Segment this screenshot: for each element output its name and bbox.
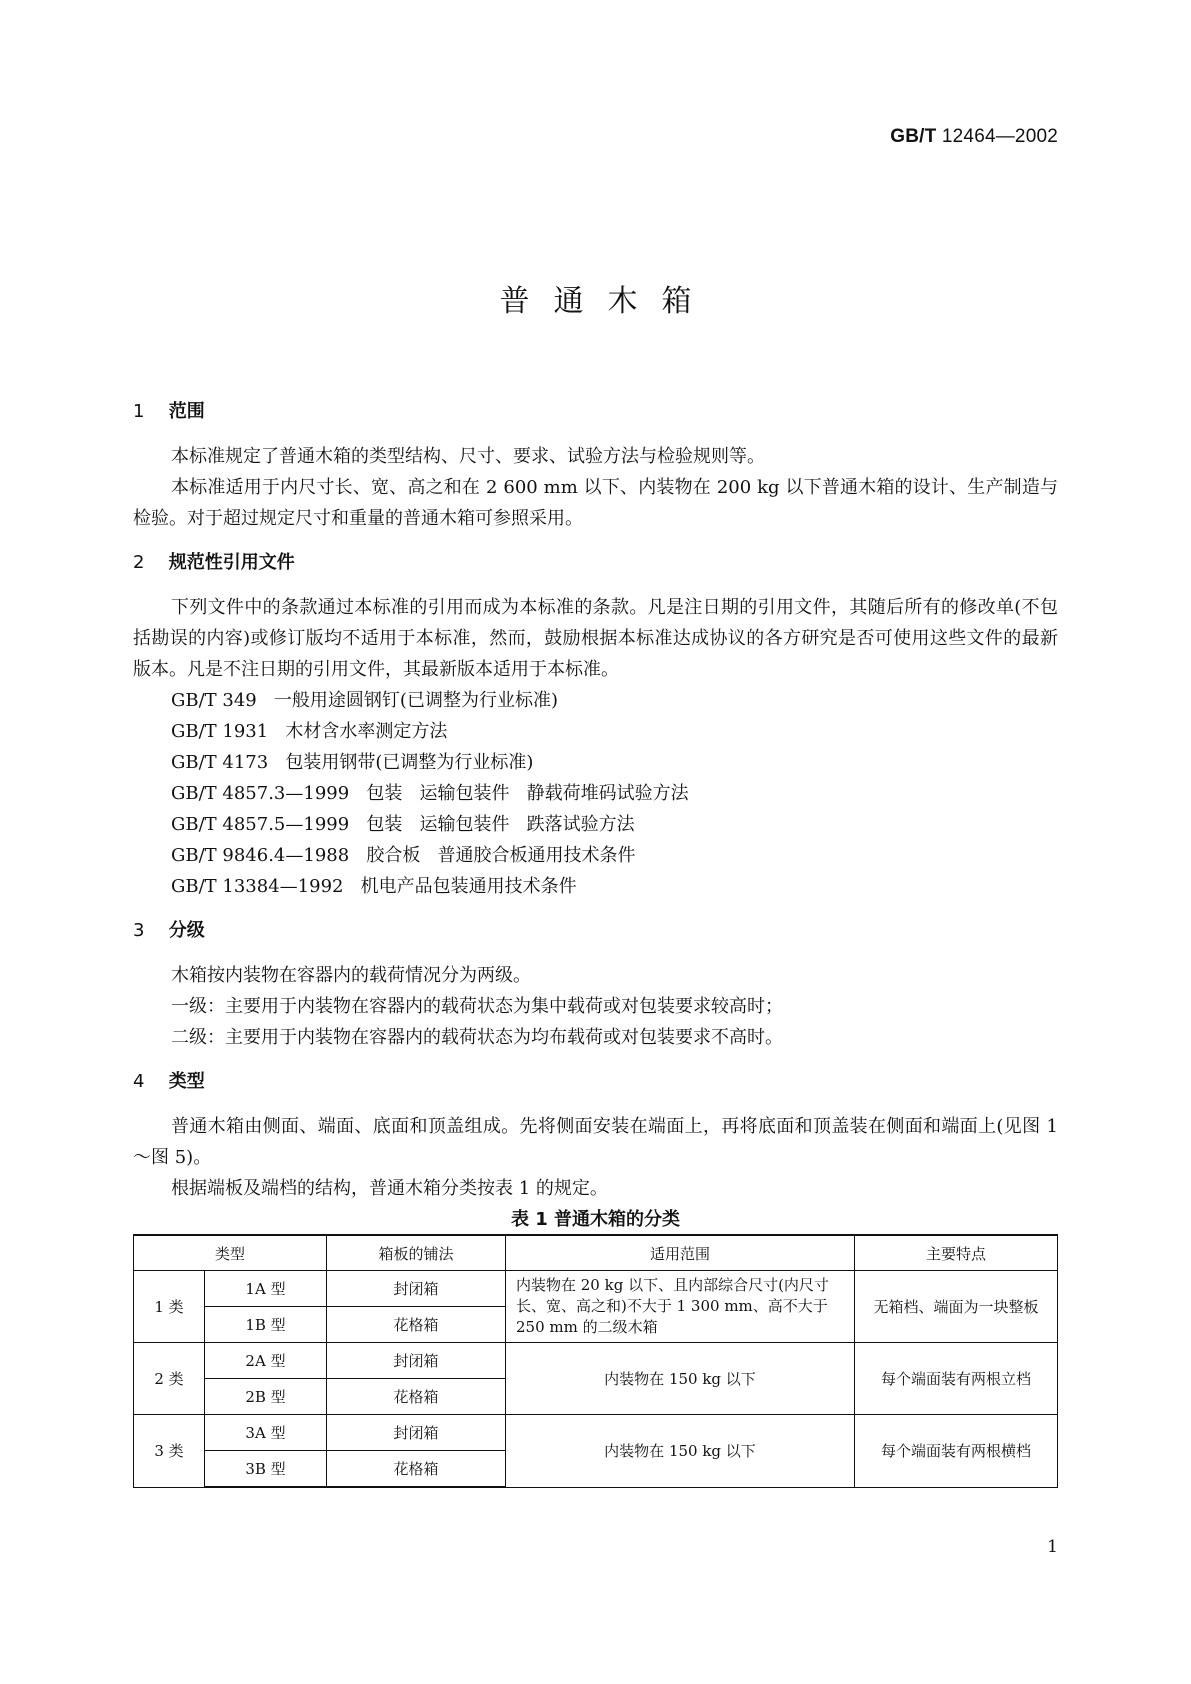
table-row [134, 1271, 1058, 1307]
table-row [134, 1415, 1058, 1451]
classification-table [133, 1234, 1058, 1488]
board-cell: 花格箱 [327, 1307, 506, 1343]
section-heading-normative-references [133, 544, 1058, 582]
section-heading-scope [133, 393, 1058, 431]
subtype-cell: 3B 型 [205, 1451, 327, 1488]
paragraph: 普通木箱由侧面、端面、底面和顶盖组成。先将侧面安装在端面上，再将底面和顶盖装在侧面和端面上(见图 1～图 5)。 [133, 1116, 1058, 1168]
paragraph: 一级：主要用于内装物在容器内的载荷状态为集中载荷或对包装要求较高时； [171, 996, 783, 1017]
table-row [134, 1343, 1058, 1379]
standard-code: 12464—2002 [941, 126, 1058, 147]
class-cell: 2 类 [134, 1343, 205, 1415]
paragraph: 本标准规定了普通木箱的类型结构、尺寸、要求、试验方法与检验规则等。 [171, 446, 765, 467]
header-feature: 主要特点 [855, 1235, 1058, 1271]
paragraph: 本标准适用于内尺寸长、宽、高之和在 2 600 mm 以下、内装物在 200 kg 以下普通木箱的设计、生产制造与检验。对于超过规定尺寸和重量的普通木箱可参照采用。 [133, 477, 1058, 529]
table-caption: 表 1 普通木箱的分类 [510, 1209, 681, 1230]
table-header-row [134, 1235, 1058, 1271]
feature-cell: 无箱档、端面为一块整板 [855, 1271, 1058, 1343]
board-cell: 封闭箱 [327, 1415, 506, 1451]
section-number: 4 [133, 1071, 145, 1092]
feature-cell: 每个端面装有两根横档 [855, 1415, 1058, 1488]
section-title: 类型 [168, 1071, 205, 1092]
header-board: 箱板的铺法 [327, 1235, 506, 1271]
board-cell: 封闭箱 [327, 1343, 506, 1379]
paragraph: 木箱按内装物在容器内的载荷情况分为两级。 [171, 965, 531, 986]
subtype-cell: 1A 型 [205, 1271, 327, 1307]
board-cell: 封闭箱 [327, 1271, 506, 1307]
board-cell: 花格箱 [327, 1379, 506, 1415]
standard-prefix: GB/T [890, 126, 937, 147]
paragraph: 根据端板及端档的结构，普通木箱分类按表 1 的规定。 [171, 1178, 608, 1199]
scope-cell: 内装物在 20 kg 以下、且内部综合尺寸(内尺寸长、宽、高之和)不大于 1 300 mm、高不大于 250 mm 的二级木箱 [506, 1271, 855, 1343]
section-title: 分级 [168, 920, 205, 941]
section-heading-types [133, 1063, 1058, 1101]
document-title: 普通木箱 [499, 284, 716, 319]
feature-cell: 每个端面装有两根立档 [855, 1343, 1058, 1415]
subtype-cell: 1B 型 [205, 1307, 327, 1343]
header-scope: 适用范围 [506, 1235, 855, 1271]
paragraph: 下列文件中的条款通过本标准的引用而成为本标准的条款。凡是注日期的引用文件，其随后所有的修改单(不包括勘误的内容)或修订版均不适用于本标准，然而，鼓励根据本标准达成协议的各方研究是否可使用这些文件的最新版本。凡是不注日期的引用文件，其最新版本适用于本标准。 [133, 597, 1058, 680]
subtype-cell: 2B 型 [205, 1379, 327, 1415]
class-cell: 1 类 [134, 1271, 205, 1343]
reference-item: GB/T 13384—1992 机电产品包装通用技术条件 [171, 876, 577, 897]
section-title: 规范性引用文件 [168, 552, 295, 573]
reference-item: GB/T 9846.4—1988 胶合板 普通胶合板通用技术条件 [171, 845, 636, 866]
reference-item: GB/T 4857.5—1999 包装 运输包装件 跌落试验方法 [171, 814, 635, 835]
standard-number [890, 126, 1058, 148]
scope-cell: 内装物在 150 kg 以下 [506, 1343, 855, 1415]
scope-cell: 内装物在 150 kg 以下 [506, 1415, 855, 1488]
section-number: 3 [133, 920, 145, 941]
reference-item: GB/T 4173 包装用钢带(已调整为行业标准) [171, 752, 534, 773]
section-heading-grading [133, 912, 1058, 950]
class-cell: 3 类 [134, 1415, 205, 1488]
subtype-cell: 3A 型 [205, 1415, 327, 1451]
document-body [133, 393, 1058, 1488]
page-number: 1 [1047, 1537, 1058, 1557]
reference-item: GB/T 349 一般用途圆钢钉(已调整为行业标准) [171, 690, 558, 711]
section-number: 1 [133, 401, 145, 422]
section-number: 2 [133, 552, 145, 573]
reference-item: GB/T 4857.3—1999 包装 运输包装件 静载荷堆码试验方法 [171, 783, 689, 804]
reference-item: GB/T 1931 木材含水率测定方法 [171, 721, 448, 742]
section-title: 范围 [168, 401, 205, 422]
header-type: 类型 [134, 1235, 327, 1271]
subtype-cell: 2A 型 [205, 1343, 327, 1379]
paragraph: 二级：主要用于内装物在容器内的载荷状态为均布载荷或对包装要求不高时。 [171, 1027, 783, 1048]
board-cell: 花格箱 [327, 1451, 506, 1488]
